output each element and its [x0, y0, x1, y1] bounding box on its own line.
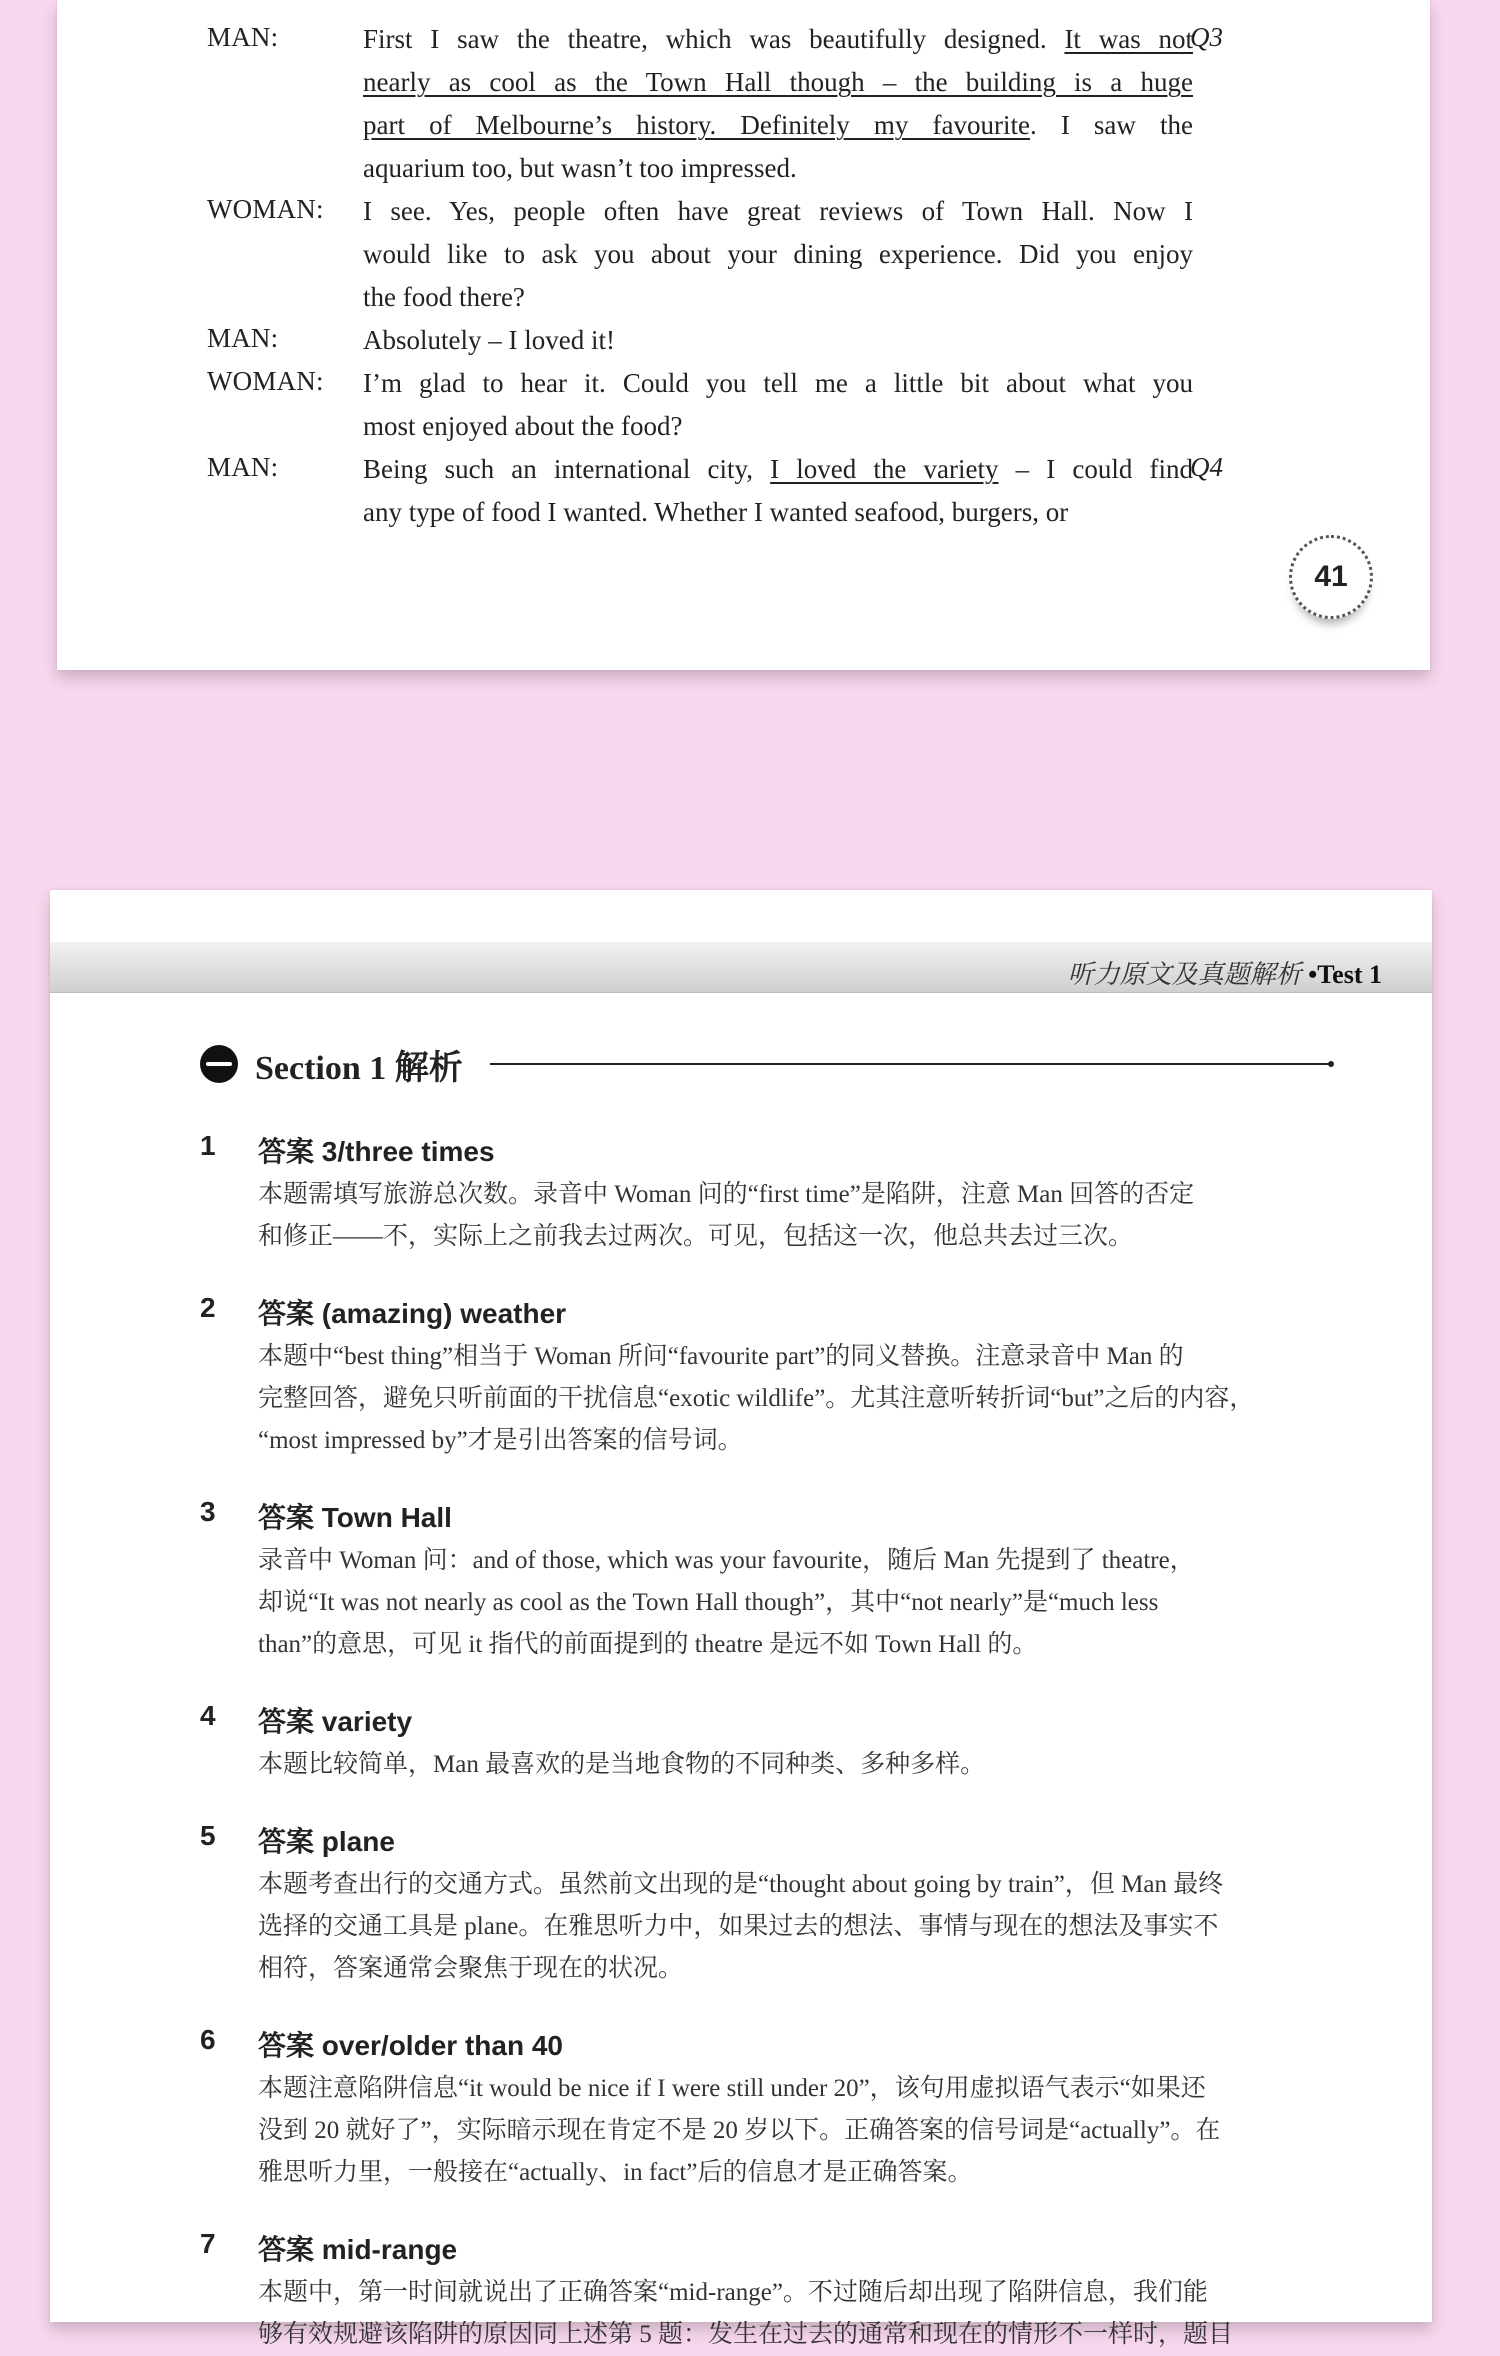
answer-number: 7	[200, 2228, 216, 2259]
explanation-line: 却说“It was not nearly as cool as the Town Hall though”，其中“not nearly”是“much less	[258, 1589, 1159, 1616]
explanation-line: than”的意思，可见 it 指代的前面提到的 theatre 是远不如 Town Hall 的。	[258, 1631, 1038, 1658]
page-number-badge: 41	[1289, 535, 1373, 619]
running-header	[1068, 954, 1382, 991]
transcript-text: First I saw the theatre, which was beautifully designed.	[363, 24, 1065, 54]
answer-explanation	[258, 1336, 1358, 1462]
transcript-line	[363, 362, 1193, 405]
transcript-text: – I could find	[998, 454, 1193, 484]
analysis-page	[50, 890, 1432, 2348]
speaker-label: MAN:	[207, 22, 279, 52]
speaker-label: MAN:	[207, 323, 279, 353]
explanation-line: 本题比较简单，Man 最喜欢的是当地食物的不同种类、多种多样。	[258, 1751, 986, 1778]
explanation-line: 本题中，第一时间就说出了正确答案“mid-range”。不过随后却出现了陷阱信息，我们能	[258, 2279, 1208, 2306]
section-bullet-icon	[200, 1045, 238, 1083]
transcript-line	[363, 405, 1193, 448]
explanation-line: 录音中 Woman 问：and of those, which was your favourite，随后 Man 先提到了 theatre，	[258, 1547, 1195, 1574]
question-marker: Q4	[1190, 452, 1223, 482]
transcript-line	[363, 448, 1193, 491]
speaker-label: WOMAN:	[207, 194, 324, 224]
answer-number: 1	[200, 1130, 216, 1161]
explanation-line: 够有效规避该陷阱的原因同上述第 5 题：发生在过去的通常和现在的情形不一样时，题目	[258, 2321, 1234, 2348]
explanation-line: 选择的交通工具是 plane。在雅思听力中，如果过去的想法、事情与现在的想法及事实不	[258, 1913, 1219, 1940]
transcript-page	[57, 0, 1430, 670]
transcript-text: aquarium too, but wasn’t too impressed.	[363, 153, 797, 183]
transcript-line	[363, 319, 1193, 362]
explanation-line: “most impressed by”才是引出答案的信号词。	[258, 1427, 743, 1454]
question-marker: Q3	[1190, 22, 1223, 52]
explanation-line: 本题考查出行的交通方式。虽然前文出现的是“thought about going by train”，但 Man 最终	[258, 1871, 1224, 1898]
answer-explanation	[258, 2272, 1358, 2356]
answer-number: 6	[200, 2024, 216, 2055]
transcript-line	[363, 147, 1193, 190]
transcript-line	[363, 18, 1193, 61]
section-title: Section 1 解析	[255, 1050, 463, 1087]
explanation-line: 相符，答案通常会聚焦于现在的状况。	[258, 1955, 684, 1982]
explanation-line: 本题中“best thing”相当于 Woman 所问“favourite part”的同义替换。注意录音中 Man 的	[258, 1343, 1184, 1370]
explanation-line: 本题需填写旅游总次数。录音中 Woman 问的“first time”是陷阱，注意 Man 回答的否定	[258, 1181, 1195, 1208]
transcript-line	[363, 276, 1193, 319]
answer-key: 答案 over/older than 40	[258, 2030, 563, 2061]
explanation-line: 和修正——不，实际上之前我去过两次。可见，包括这一次，他总共去过三次。	[258, 1223, 1134, 1250]
underlined-answer-text: part of Melbourne’s history. Definitely my favourite	[363, 110, 1030, 140]
explanation-line: 完整回答，避免只听前面的干扰信息“exotic wildlife”。尤其注意听转折词“but”之后的内容，	[258, 1385, 1255, 1412]
transcript-text: Being such an international city,	[363, 454, 771, 484]
transcript-line	[363, 61, 1193, 104]
test-label: •Test 1	[1308, 960, 1382, 989]
transcript-text: the food there?	[363, 282, 525, 312]
underlined-answer-text: It was not	[1064, 24, 1193, 54]
answer-number: 3	[200, 1496, 216, 1527]
transcript-line	[363, 491, 1193, 534]
answer-key: 答案 (amazing) weather	[258, 1298, 567, 1329]
underlined-answer-text: nearly as cool as the Town Hall though – the building is a huge	[363, 67, 1193, 97]
explanation-line: 没到 20 就好了”，实际暗示现在肯定不是 20 岁以下。正确答案的信号词是“actually”。在	[258, 2117, 1221, 2144]
transcript-line	[363, 104, 1193, 147]
answer-explanation	[258, 1744, 1358, 1786]
transcript-text: I’m glad to hear it. Could you tell me a little bit about what you	[363, 368, 1193, 398]
transcript-text: would like to ask you about your dining experience. Did you enjoy	[363, 239, 1193, 269]
answer-key: 答案 3/three times	[258, 1136, 495, 1167]
answer-key: 答案 mid-range	[258, 2234, 458, 2265]
answer-key: 答案 variety	[258, 1706, 413, 1737]
transcript-line	[363, 233, 1193, 276]
answer-explanation	[258, 1540, 1358, 1666]
transcript-text: . I saw the	[1029, 110, 1193, 140]
speaker-label: WOMAN:	[207, 366, 324, 396]
transcript-text: I see. Yes, people often have great reviews of Town Hall. Now I	[363, 196, 1193, 226]
transcript-text: most enjoyed about the food?	[363, 411, 683, 441]
speaker-label: MAN:	[207, 452, 279, 482]
answer-explanation	[258, 1864, 1358, 1990]
answer-explanation	[258, 2068, 1358, 2194]
cut-off-text	[363, 0, 472, 1]
answer-explanation	[258, 1174, 1358, 1258]
answer-number: 5	[200, 1820, 216, 1851]
transcript-text: Absolutely – I loved it!	[363, 325, 615, 355]
answer-number: 4	[200, 1700, 216, 1731]
transcript-text: any type of food I wanted. Whether I wanted seafood, burgers, or	[363, 497, 1069, 527]
explanation-line: 雅思听力里，一般接在“actually、in fact”后的信息才是正确答案。	[258, 2159, 973, 2186]
answer-key: 答案 Town Hall	[258, 1502, 452, 1533]
answer-key: 答案 plane	[258, 1826, 395, 1857]
answer-number: 2	[200, 1292, 216, 1323]
explanation-line: 本题注意陷阱信息“it would be nice if I were still under 20”，该句用虚拟语气表示“如果还	[258, 2075, 1206, 2102]
underlined-answer-text: I loved the variety	[770, 454, 999, 484]
running-title: 听力原文及真题解析	[1067, 960, 1302, 989]
section-rule	[490, 1063, 1330, 1065]
transcript-line	[363, 190, 1193, 233]
section-rule-end-dot	[1328, 1061, 1334, 1067]
